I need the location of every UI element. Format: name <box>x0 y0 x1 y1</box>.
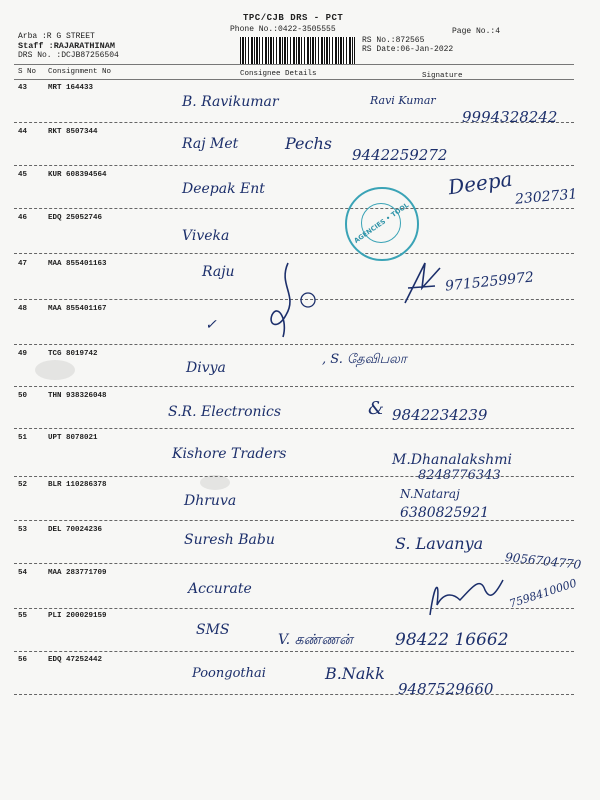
row-divider <box>14 428 574 429</box>
row-sno: 53 <box>18 526 28 534</box>
row-consignee-name: Raju <box>202 264 235 280</box>
row-consignee-name: Suresh Babu <box>184 532 275 548</box>
row-sno: 55 <box>18 612 28 620</box>
signature-scribble <box>425 570 505 620</box>
col-signature-header: Signature <box>422 72 463 80</box>
rs-date: RS Date:06-Jan-2022 <box>362 45 454 54</box>
col-consignment-header: Consignment No <box>48 68 112 76</box>
row-divider <box>14 563 574 564</box>
row-signature: S. Lavanya <box>395 534 484 553</box>
row-signature: N.Nataraj <box>400 487 460 501</box>
row-phone: 9487529660 <box>398 680 494 698</box>
signature-scribble <box>400 258 445 308</box>
row-signature: Ravi Kumar <box>370 94 436 107</box>
row-phone: 9715259972 <box>444 269 535 295</box>
row-phone: 6380825921 <box>400 505 490 521</box>
row-phone: 8248776343 <box>418 468 501 483</box>
area-label: Arba :R G STREET <box>18 32 95 41</box>
document-title: TPC/CJB DRS - PCT <box>243 13 344 23</box>
staff-label: Staff :RAJARATHINAM <box>18 41 115 51</box>
row-signature: B.Nakk <box>325 664 385 683</box>
barcode <box>240 37 355 64</box>
row-consignee-name: Viveka <box>182 228 230 244</box>
rs-number: RS No.:872565 <box>362 36 425 45</box>
drs-number: DRS No. :DCJB87256504 <box>18 51 119 60</box>
row-consignment: PLI 200029159 <box>48 612 107 620</box>
row-sno: 45 <box>18 171 28 179</box>
row-consignment: UPT 8078021 <box>48 434 98 442</box>
row-sno: 44 <box>18 128 28 136</box>
row-consignment: THN 938326048 <box>48 392 107 400</box>
row-consignee-name: Raj Met <box>182 136 239 152</box>
row-consignment: BLR 110286378 <box>48 481 107 489</box>
row-consignee-name: Deepak Ent <box>182 181 265 197</box>
row-consignee-name: Kishore Traders <box>172 446 287 462</box>
row-sno: 56 <box>18 656 28 664</box>
row-divider <box>14 694 574 695</box>
row-consignment: RKT 8507344 <box>48 128 98 136</box>
row-consignment: TCG 8019742 <box>48 350 98 358</box>
header-top-rule <box>14 64 574 65</box>
row-divider <box>14 520 574 521</box>
row-sno: 47 <box>18 260 28 268</box>
phone-number: Phone No.:0422-3505555 <box>230 25 336 34</box>
row-phone: 9056704770 <box>504 550 582 572</box>
row-sno: 49 <box>18 350 28 358</box>
row-consignment: MAA 283771709 <box>48 569 107 577</box>
row-consignee-name: ✓ <box>205 317 217 333</box>
row-divider <box>14 122 574 123</box>
row-consignee-name: Accurate <box>188 581 252 597</box>
scan-smudge <box>35 360 75 380</box>
row-divider <box>14 165 574 166</box>
row-divider <box>14 476 574 477</box>
row-phone: 2302731 <box>514 186 578 208</box>
row-consignment: MAA 855401167 <box>48 305 107 313</box>
col-consignee-header: Consignee Details <box>240 70 317 78</box>
row-divider <box>14 208 574 209</box>
row-phone: 7598410000 <box>507 576 579 611</box>
table-row <box>0 656 600 708</box>
row-consignee-name: B. Ravikumar <box>182 94 279 110</box>
row-consignment: EDQ 47252442 <box>48 656 103 664</box>
row-sno: 46 <box>18 214 28 222</box>
table-row <box>0 434 600 486</box>
row-consignment: EDQ 25052746 <box>48 214 103 222</box>
company-stamp <box>345 187 419 261</box>
row-divider <box>14 386 574 387</box>
row-consignee-name: S.R. Electronics <box>168 404 282 420</box>
row-sno: 54 <box>18 569 28 577</box>
scan-smudge <box>200 475 230 490</box>
row-signature: & <box>368 398 385 419</box>
row-sno: 52 <box>18 481 28 489</box>
header-bottom-rule <box>14 79 574 80</box>
row-signature: Deepa <box>446 166 514 200</box>
row-sno: 48 <box>18 305 28 313</box>
row-consignment: KUR 608394564 <box>48 171 107 179</box>
col-sno-header: S No <box>18 68 37 76</box>
row-signature: , S. தேவிபலா <box>322 352 407 367</box>
row-phone: 9842234239 <box>392 406 488 424</box>
row-consignee-name: Divya <box>186 360 226 376</box>
row-signature: M.Dhanalakshmi <box>392 452 512 468</box>
row-consignment: MRT 164433 <box>48 84 94 92</box>
row-signature: Pechs <box>285 134 332 153</box>
row-phone: 98422 16662 <box>395 630 509 650</box>
row-consignee-name: Poongothai <box>192 666 266 681</box>
row-sno: 50 <box>18 392 28 400</box>
row-sno: 43 <box>18 84 28 92</box>
row-phone: 9442259272 <box>352 146 448 164</box>
stamp-text: AGENCIES • TOOL <box>352 201 411 245</box>
handwritten-scribble <box>258 255 328 345</box>
row-consignment: MAA 855401163 <box>48 260 107 268</box>
row-consignee-name: SMS <box>196 622 230 638</box>
row-divider <box>14 651 574 652</box>
row-phone: 9994328242 <box>462 108 558 126</box>
page-number: Page No.:4 <box>452 27 501 36</box>
row-consignment: DEL 70024236 <box>48 526 103 534</box>
row-divider <box>14 253 574 254</box>
row-signature: V. கண்ணன் <box>278 632 353 648</box>
row-consignee-name: Dhruva <box>184 493 237 509</box>
row-sno: 51 <box>18 434 28 442</box>
